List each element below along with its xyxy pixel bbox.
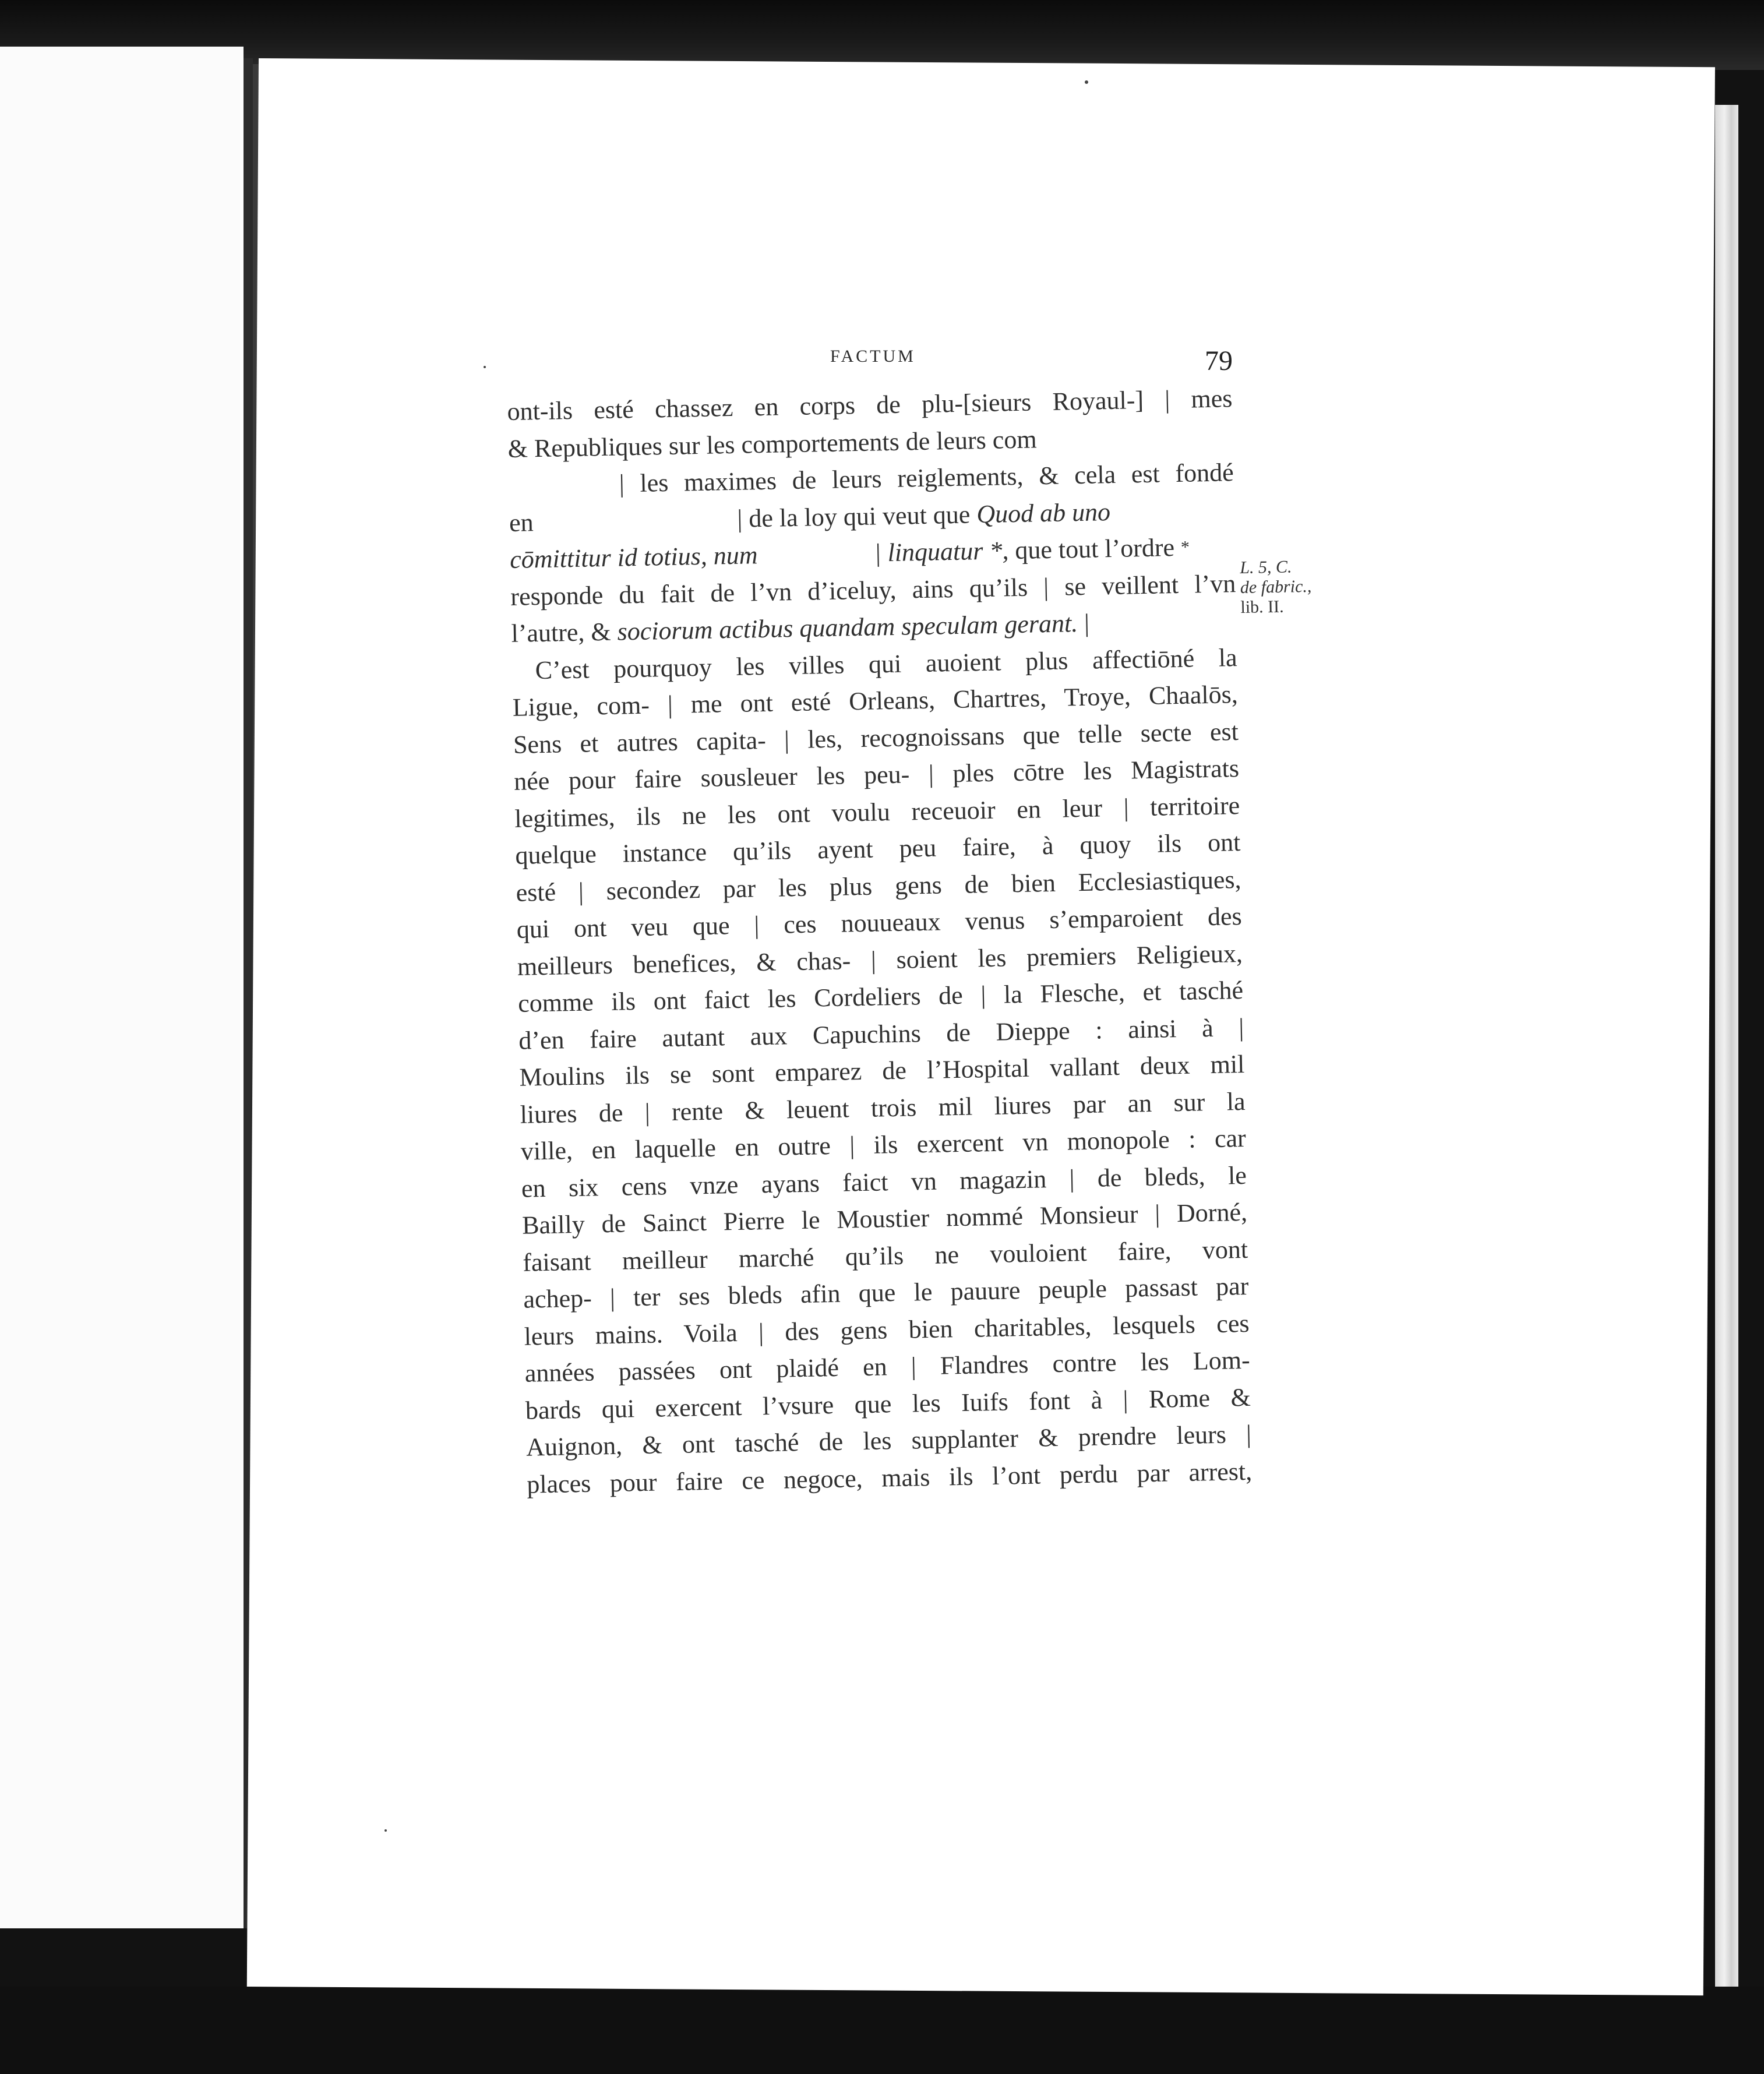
text-line: | les maximes de leurs reiglements, & cela est fondé bbox=[619, 458, 1234, 498]
text-line: meilleurs benefices, & chas- | soient les premiers Religieux, bbox=[517, 939, 1243, 981]
scan-speck bbox=[1085, 80, 1088, 84]
text-line: ont-ils esté chassez en corps de plu-[sieurs Royaul-] | mes bbox=[507, 384, 1233, 426]
running-title: FACTUM bbox=[830, 347, 916, 366]
text-line: Auignon, & ont tasché de les supplanter & prendre leurs | bbox=[525, 1419, 1252, 1462]
text-line: qui ont veu que | ces nouueaux venus s’emparoient des bbox=[516, 902, 1243, 944]
text-fragment: que tout l’ordre bbox=[1014, 533, 1175, 565]
text-line: responde du fait de l’vn d’iceluy, ains qu’ils | se veillent l’vn bbox=[510, 569, 1236, 611]
page-stack-edge bbox=[1715, 105, 1738, 1992]
text-line: en six cens vnze ayans faict vn magazin | de bleds, le bbox=[521, 1161, 1247, 1203]
text-fragment: | de la loy qui veut que bbox=[737, 499, 971, 533]
marginal-note bbox=[1240, 556, 1352, 618]
text-fragment: l’autre, & bbox=[511, 617, 612, 648]
marginal-note-text: de fabric., bbox=[1240, 576, 1312, 597]
marginal-note-line bbox=[1240, 556, 1351, 578]
italic-fragment: sociorum actibus quandam speculam gerant. bbox=[617, 609, 1078, 646]
text-line: Moulins ils se sont emparez de l’Hospital vallant deux mil bbox=[519, 1049, 1245, 1092]
text-line: faisant meilleur marché qu’ils ne vouloient faire, vont bbox=[522, 1234, 1248, 1277]
body-text bbox=[507, 380, 1253, 1502]
text-line: leurs mains. Voila | des gens bien charitables, lesquels ces bbox=[524, 1308, 1250, 1351]
text-fragment: | bbox=[1084, 608, 1090, 637]
text-line: ville, en laquelle en outre | ils exercent vn monopole : car bbox=[520, 1123, 1247, 1166]
text-line: legitimes, ils ne les ont voulu receuoir en leur | territoire bbox=[514, 791, 1240, 833]
left-page-blank bbox=[0, 47, 244, 1928]
text-line: Ligue, com- | me ont esté Orleans, Chartres, Troye, Chaalōs, bbox=[512, 680, 1239, 722]
text-line: années passées ont plaidé en | Flandres contre les Lom- bbox=[524, 1345, 1251, 1388]
text-line: places pour faire ce negoce, mais ils l’ont perdu par arrest, bbox=[526, 1456, 1253, 1499]
italic-fragment: Quod ab uno bbox=[976, 497, 1111, 528]
text-line: quelque instance qu’ils ayent peu faire, à quoy ils ont bbox=[515, 828, 1241, 870]
footnote-marker: * bbox=[1180, 537, 1190, 557]
scan-speck bbox=[484, 366, 486, 368]
text-line: C’est pourquoy les villes qui auoient plus affectiōné la bbox=[535, 643, 1237, 685]
text-line: comme ils ont faict les Cordeliers de | la Flesche, et tasché bbox=[517, 976, 1244, 1018]
text-line: d’en faire autant aux Capuchins de Dieppe : ainsi à | bbox=[518, 1013, 1244, 1055]
text-line: & Republiques sur les comportements de leurs com bbox=[507, 424, 1037, 463]
text-line: née pour faire sousleuer les peu- | ples cōtre les Magistrats bbox=[513, 754, 1240, 796]
text-line: Bailly de Sainct Pierre le Moustier nommé Monsieur | Dorné, bbox=[521, 1197, 1248, 1240]
text-line: bards qui exercent l’vsure que les Iuifs font à | Rome & bbox=[525, 1382, 1251, 1425]
marginal-note-line: lib. II. bbox=[1240, 597, 1284, 617]
text-line: Sens et autres capita- | les, recognoissans que telle secte est bbox=[513, 717, 1239, 759]
italic-fragment: cōmittitur id totius, num bbox=[509, 541, 758, 574]
text-line: achep- | ter ses bleds afin que le pauure peuple passast par bbox=[523, 1271, 1249, 1314]
scan-speck bbox=[384, 1829, 387, 1832]
text-line: esté | secondez par les plus gens de bien Ecclesiastiques, bbox=[516, 865, 1241, 907]
marginal-note-line bbox=[1240, 576, 1352, 598]
text-fragment: en bbox=[509, 507, 534, 537]
scan-bottom-edge bbox=[0, 1987, 1764, 2074]
italic-fragment: | linquatur *, bbox=[874, 536, 1009, 567]
page-number: 79 bbox=[1205, 345, 1233, 376]
text-line: liures de | rente & leuent trois mil liures par an sur la bbox=[520, 1087, 1246, 1129]
marginal-note-text: L. 5, C. bbox=[1240, 557, 1292, 577]
